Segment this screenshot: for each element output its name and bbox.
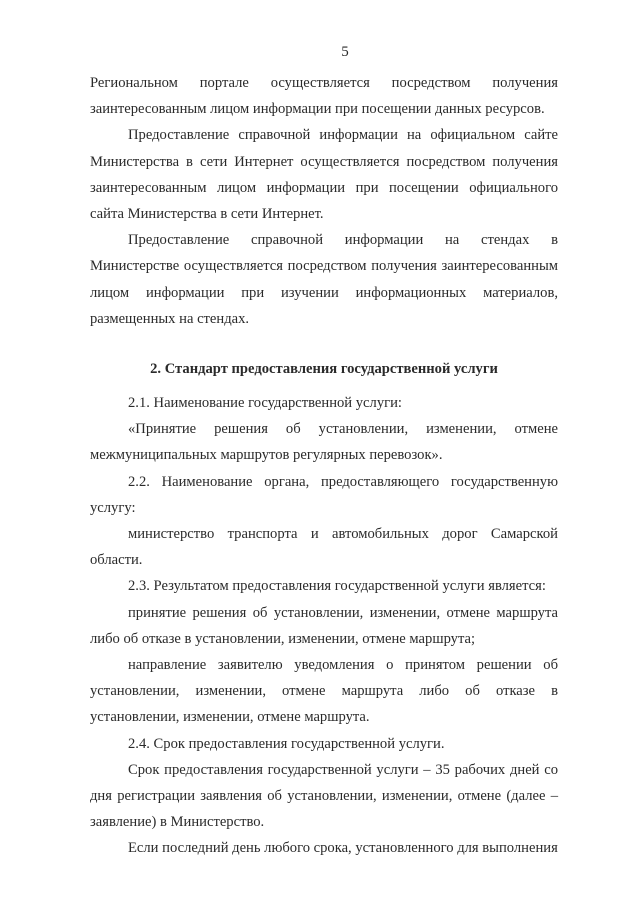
document-body xyxy=(90,70,558,862)
paragraph: принятие решения об установлении, изменении, отмене маршрута либо об отказе в установлении, изменении, отмене маршрута; xyxy=(90,604,558,647)
paragraph: Предоставление справочной информации на стендах в Министерстве осуществляется посредством получения заинтересованным лицом информации при изучении информационных материалов, размещенных на стендах. xyxy=(90,232,558,327)
paragraph: 2.1. Наименование государственной услуги: xyxy=(128,395,402,412)
paragraph: 2.2. Наименование органа, предоставляющего государственную услугу: xyxy=(90,473,558,516)
paragraph: 2.4. Срок предоставления государственной услуги. xyxy=(128,735,445,752)
paragraph: направление заявителю уведомления о принятом решении об установлении, изменении, отмене маршрута либо об отказе в установлении, изменении, отмене маршрута. xyxy=(90,657,558,726)
paragraph: Предоставление справочной информации на официальном сайте Министерства в сети Интернет осуществляется посредством получения заинтересованным лицом информации при посещении официального сайта Министерства в сети Интернет. xyxy=(90,127,558,223)
paragraph: «Принятие решения об установлении, изменении, отмене межмуниципальных маршрутов регулярных перевозок». xyxy=(90,421,558,464)
paragraph: Если последний день любого срока, установленного для выполнения xyxy=(128,840,558,857)
page-number: 5 xyxy=(341,44,349,60)
paragraph: Срок предоставления государственной услуги – 35 рабочих дней со дня регистрации заявления об установлении, изменении, отмене (далее – заявление) в Министерство. xyxy=(90,761,558,831)
paragraph: Региональном портале осуществляется посредством получения заинтересованным лицом информации при посещении данных ресурсов. xyxy=(90,75,558,118)
section-heading: 2. Стандарт предоставления государственной услуги xyxy=(150,361,498,378)
paragraph: министерство транспорта и автомобильных дорог Самарской области. xyxy=(90,526,558,569)
paragraph: 2.3. Результатом предоставления государственной услуги является: xyxy=(128,578,546,595)
